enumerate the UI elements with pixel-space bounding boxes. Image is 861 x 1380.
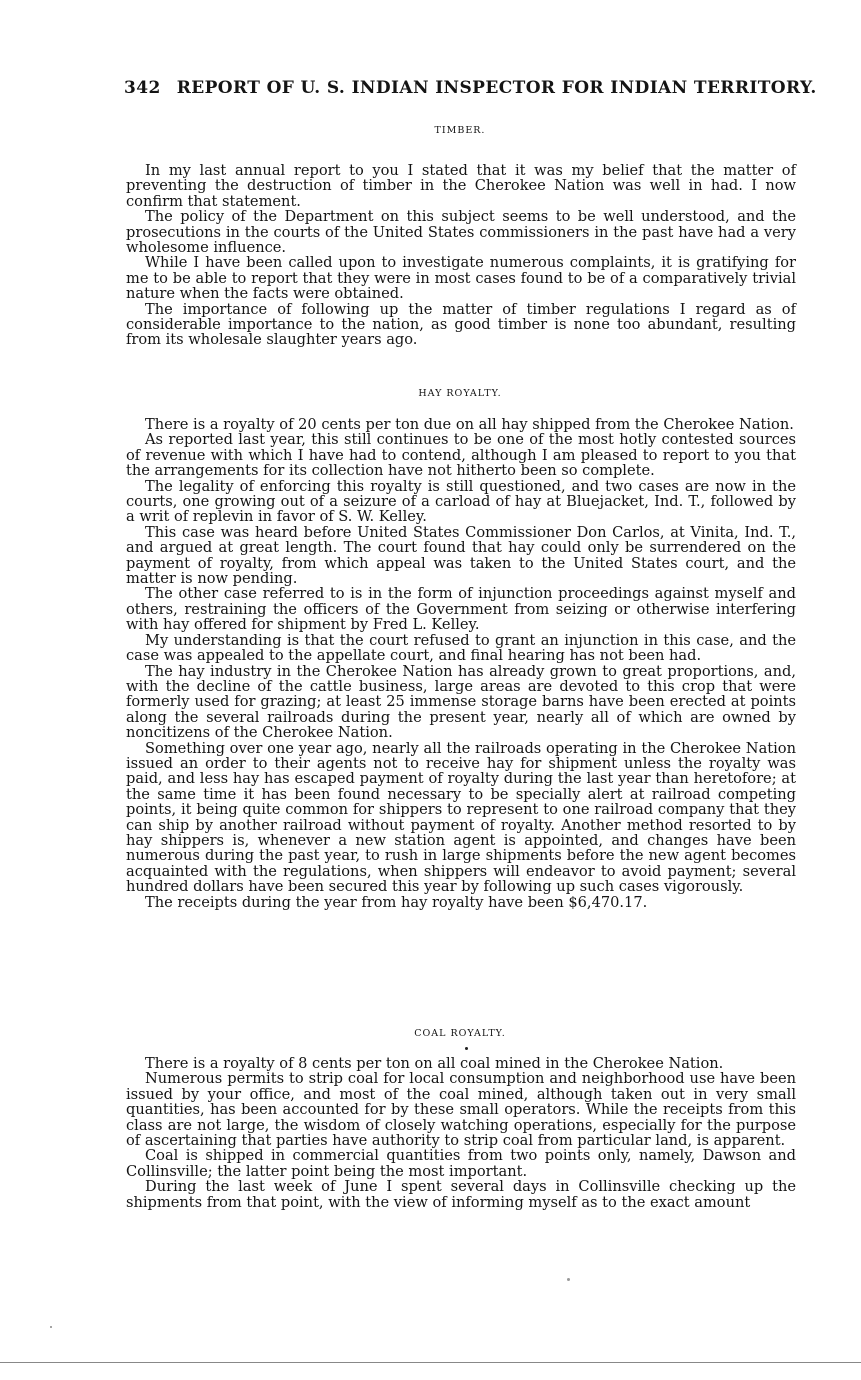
paragraph: The policy of the Department on this subject seems to be well understood, and the prosecutions in the courts of the United States commissioners in the past have had a very wholesome influence. (126, 208, 796, 257)
paragraph: My understanding is that the court refused to grant an injunction in this case, and the case was appealed to the appellate court, and final hearing has not been had. (126, 631, 796, 665)
paragraph: The other case referred to is in the form of injunction proceedings against myself and others, restraining the officers of the Government from seizing or otherwise interfering with hay offered for shipment by Fred L. Kelley. (126, 585, 796, 634)
heading-timber: TIMBER. (434, 125, 486, 136)
section-hay-royalty (126, 417, 796, 910)
scan-speck (567, 1278, 570, 1281)
paragraph: Numerous permits to strip coal for local consumption and neighborhood use have been issued by your office, and most of the coal mined, although taken out in very small quantities, has been accounted for by these small operators. While the receipts from this class are not large, the wisdom of closely watching operations, especially for the purpose of ascertaining that parties have authority to strip coal from particular land, is apparent. (126, 1070, 796, 1150)
section-coal-royalty (126, 1056, 796, 1210)
paragraph: The hay industry in the Cherokee Nation has already grown to great proportions, and, with the decline of the cattle business, large areas are devoted to this crop that were formerly used for grazing; at least 25 immense storage barns have been erected at points along the several railroads during the present year, nearly all of which are owned by noncitizens of the Cherokee Nation. (126, 662, 796, 742)
paragraph: The receipts during the year from hay royalty have been $6,470.17. (145, 893, 648, 911)
paragraph: The legality of enforcing this royalty is still questioned, and two cases are now in the courts, one growing out of a seizure of a carload of hay at Bluejacket, Ind. T., followed by a writ of replevin in favor of S. W. Kelley. (126, 477, 796, 526)
paragraph: The importance of following up the matter of timber regulations I regard as of considerable importance to the nation, as good timber is none too abundant, resulting from its wholesale slaughter years ago. (126, 300, 796, 349)
running-header (124, 78, 817, 98)
paragraph: In my last annual report to you I stated that it was my belief that the matter of preventing the destruction of timber in the Cherokee Nation was well in had. I now confirm that statement. (126, 162, 796, 210)
heading-hay-royalty: HAY ROYALTY. (418, 388, 502, 399)
paragraph: As reported last year, this still continues to be one of the most hotly contested sources of revenue with which I have had to contend, although I am pleased to report to you that the arrangements for its collection have not hitherto been so complete. (126, 431, 796, 480)
paragraph: This case was heard before United States Commissioner Don Carlos, at Vinita, Ind. T., and argued at great length. The court found that hay could only be surrendered on the payment of royalty, from which appeal was taken to the United States court, and the matter is now pending. (126, 523, 796, 588)
paragraph: While I have been called upon to investigate numerous complaints, it is gratifying for me to be able to report that they were in most cases found to be of a comparatively trivial nature when the facts were obtained. (126, 254, 796, 303)
heading-coal-royalty: COAL ROYALTY. (414, 1028, 506, 1039)
paragraph: During the last week of June I spent several days in Collinsville checking up the shipments from that point, with the view of informing myself as to the exact amount (126, 1178, 796, 1211)
print-speck (465, 1047, 468, 1050)
section-timber (126, 163, 796, 348)
page-bottom-edge (0, 1362, 861, 1369)
paragraph: There is a royalty of 8 cents per ton on all coal mined in the Cherokee Nation. (145, 1055, 724, 1072)
report-title: REPORT OF U. S. INDIAN INSPECTOR FOR INDIAN TERRITORY. (176, 78, 817, 98)
paragraph: Something over one year ago, nearly all the railroads operating in the Cherokee Nation issued an order to their agents not to receive hay for shipment unless the royalty was paid, and less hay has escaped payment of royalty during the last year than heretofore; at the same time it has been found necessary to be specially alert at railroad competing points, it being quite common for shippers to represent to one railroad company that they can ship by another railroad without payment of royalty. Another method resorted to by hay shippers is, whenever a new station agent is appointed, and changes have been numerous during the past year, to rush in large shipments before the new agent becomes acquainted with the regulations, when shippers will endeavor to avoid payment; several hundred dollars have been secured this year by following up such cases vigorously. (126, 739, 796, 896)
paragraph: There is a royalty of 20 cents per ton due on all hay shipped from the Cherokee Nation. (145, 416, 794, 433)
page-number: 342 (124, 78, 161, 98)
paragraph: Coal is shipped in commercial quantities from two points only, namely, Dawson and Collinsville; the latter point being the most important. (126, 1147, 796, 1180)
scan-speck (50, 1326, 52, 1328)
